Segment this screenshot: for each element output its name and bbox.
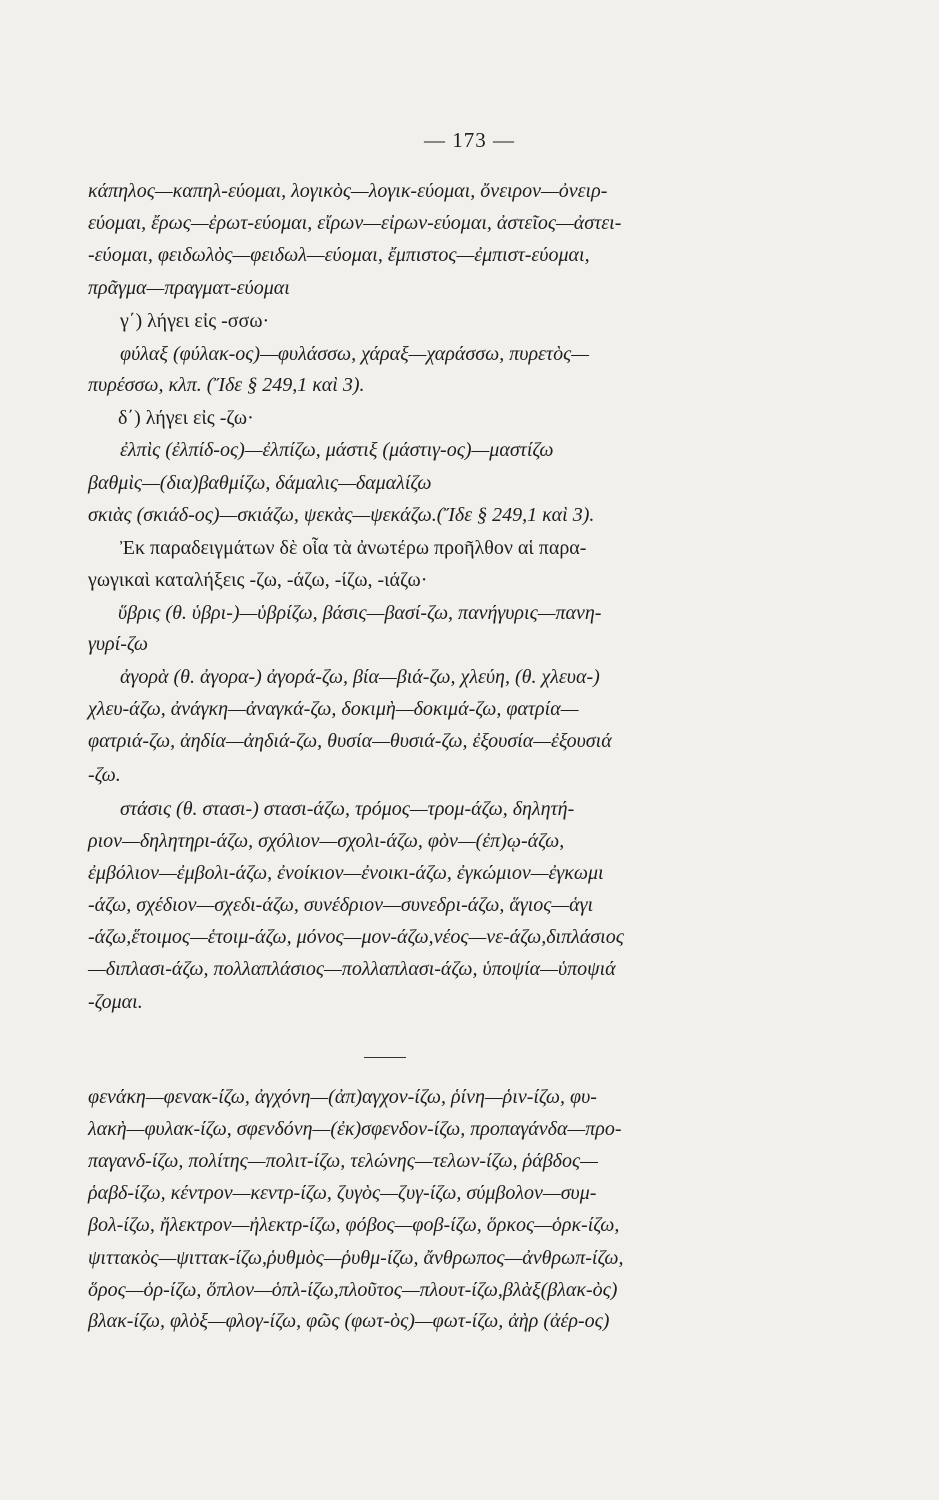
text-line: κάπηλος—καπηλ-εύομαι, λογικὸς—λογικ-εύομαι, ὄνειρον—ὀνειρ- — [88, 180, 608, 202]
text-line: -άζω, σχέδιον—σχεδι-άζω, συνέδριον—συνεδρι-άζω, ἅγιος—ἁγι — [88, 894, 594, 916]
text-line: φύλαξ (φύλακ-ος)—φυλάσσω, χάραξ—χαράσσω, πυρετὸς— — [120, 343, 589, 365]
text-line: ἐλπὶς (ἐλπίδ-ος)—ἐλπίζω, μάστιξ (μάστιγ-ος)—μαστίζω — [120, 439, 554, 461]
text-line: παγανδ-ίζω, πολίτης—πολιτ-ίζω, τελώνης—τελων-ίζω, ῥάβδος— — [88, 1150, 598, 1172]
text-line: ὅρος—ὁρ-ίζω, ὅπλον—ὁπλ-ίζω,πλοῦτος—πλουτ-ίζω,βλὰξ(βλακ-ὸς) — [88, 1279, 618, 1301]
page-number: — 173 — — [424, 128, 515, 152]
text-line: βαθμὶς—(δια)βαθμίζω, δάμαλις—δαμαλίζω — [88, 472, 432, 494]
text-line: ἀγορὰ (θ. ἀγορα-) ἀγορά-ζω, βία—βιά-ζω, χλεύη, (θ. χλευα-) — [120, 666, 600, 688]
section-divider — [364, 1057, 406, 1058]
text-line: -ζω. — [88, 764, 121, 786]
text-line: γυρί-ζω — [88, 633, 148, 655]
text-line: -ζομαι. — [88, 991, 143, 1013]
text-line: ὕβρις (θ. ὑβρι-)—ὑβρίζω, βάσις—βασί-ζω, πανήγυρις—πανη- — [118, 602, 602, 624]
text-line: πρᾶγμα—πραγματ-εύομαι — [88, 277, 290, 299]
text-line: εύομαι, ἔρως—ἐρωτ-εύομαι, εἴρων—εἰρων-εύομαι, ἀστεῖος—ἀστει- — [88, 212, 622, 234]
text-line: φενάκη—φενακ-ίζω, ἀγχόνη—(ἀπ)αγχον-ίζω, ῥίνη—ῥιν-ίζω, φυ- — [88, 1086, 597, 1108]
text-line: χλευ-άζω, ἀνάγκη—ἀναγκά-ζω, δοκιμὴ—δοκιμά-ζω, φατρία— — [88, 698, 579, 720]
text-line: στάσις (θ. στασι-) στασι-άζω, τρόμος—τρομ-άζω, δηλητή- — [120, 798, 575, 820]
text-line: σκιὰς (σκιάδ-ος)—σκιάζω, ψεκὰς—ψεκάζω.(Ἴδε § 249,1 καὶ 3). — [88, 504, 595, 526]
text-line: ῥαβδ-ίζω, κέντρον—κεντρ-ίζω, ζυγὸς—ζυγ-ίζω, σύμβολον—συμ- — [88, 1182, 597, 1204]
text-line: γ΄) λήγει εἰς -σσω· — [120, 310, 270, 332]
text-line: ἐμβόλιον—ἐμβολι-άζω, ἐνοίκιον—ἐνοικι-άζω, ἐγκώμιον—ἐγκωμι — [88, 862, 604, 884]
text-line: ψιττακὸς—ψιττακ-ίζω,ῥυθμὸς—ῥυθμ-ίζω, ἄνθρωπος—ἀνθρωπ-ίζω, — [88, 1247, 624, 1269]
text-line: γωγικαὶ καταλήξεις -ζω, -άζω, -ίζω, -ιάζω· — [88, 569, 428, 591]
text-line: βλακ-ίζω, φλὸξ—φλογ-ίζω, φῶς (φωτ-ὸς)—φωτ-ίζω, ἀὴρ (ἀέρ-ος) — [88, 1310, 610, 1332]
text-line: -άζω,ἕτοιμος—ἑτοιμ-άζω, μόνος—μον-άζω,νέος—νε-άζω,διπλάσιος — [88, 926, 624, 948]
text-line: βολ-ίζω, ἤλεκτρον—ἠλεκτρ-ίζω, φόβος—φοβ-ίζω, ὅρκος—ὁρκ-ίζω, — [88, 1214, 620, 1236]
text-line: λακὴ—φυλακ-ίζω, σφενδόνη—(ἐκ)σφενδον-ίζω, προπαγάνδα—προ- — [88, 1118, 622, 1140]
text-line: φατριά-ζω, ἀηδία—ἀηδιά-ζω, θυσία—θυσιά-ζω, ἐξουσία—ἐξουσιά — [88, 730, 612, 752]
text-line: δ΄) λήγει εἰς -ζω· — [118, 407, 254, 429]
text-line: ριον—δηλητηρι-άζω, σχόλιον—σχολι-άζω, φὸν—(ἐπ)ῳ-άζω, — [88, 830, 565, 852]
text-line: -εύομαι, φειδωλὸς—φειδωλ—εύομαι, ἔμπιστος—ἐμπιστ-εύομαι, — [88, 244, 590, 266]
text-line: —διπλασι-άζω, πολλαπλάσιος—πολλαπλασι-άζω, ὑποψία—ὑποψιά — [88, 958, 616, 980]
text-line: Ἐκ παραδειγμάτων δὲ οἷα τὰ ἀνωτέρω προῆλθον αἱ παρα- — [120, 537, 587, 559]
text-line: πυρέσσω, κλπ. (Ἴδε § 249,1 καὶ 3). — [88, 374, 365, 396]
